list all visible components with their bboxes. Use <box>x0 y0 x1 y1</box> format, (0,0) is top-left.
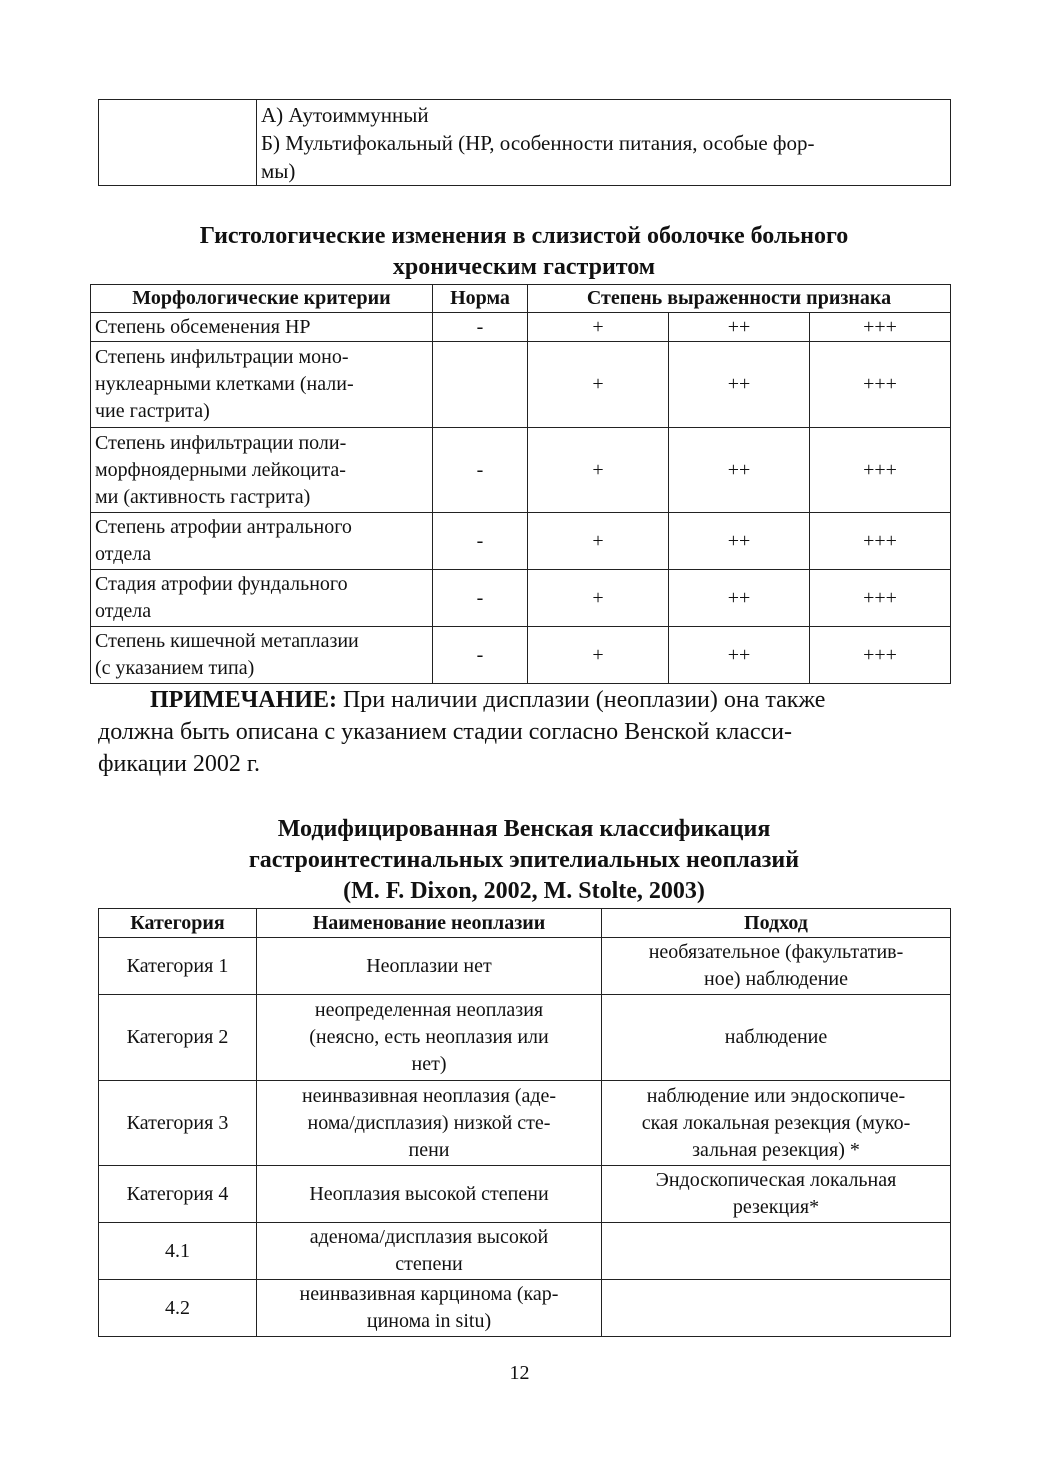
name-line: степени <box>395 1253 463 1275</box>
approach-cell <box>602 1223 951 1280</box>
approach-cell <box>602 1166 951 1223</box>
degree-2-cell: ++ <box>669 627 810 684</box>
table-row <box>99 1223 951 1280</box>
criteria-cell <box>91 513 433 570</box>
table-row <box>91 313 951 342</box>
criteria-line: Степень инфильтрации моно- <box>95 346 349 368</box>
note-text: При наличии дисплазии (неоплазии) она также <box>336 687 826 713</box>
empty-cell <box>99 100 257 186</box>
norm-cell: - <box>433 313 528 342</box>
name-line: аденома/дисплазия высокой <box>309 1226 549 1248</box>
approach-cell <box>602 1280 951 1337</box>
approach-line: необязательное (факультатив- <box>648 941 904 963</box>
header-criteria: Морфологические критерии <box>91 285 433 313</box>
table-row <box>99 995 951 1081</box>
criteria-line: Степень атрофии антрального <box>95 516 352 538</box>
table-header-row <box>91 285 951 313</box>
name-line: цинома in situ) <box>366 1310 492 1332</box>
category-cell: 4.1 <box>99 1223 257 1280</box>
criteria-cell <box>91 342 433 428</box>
degree-3-cell: +++ <box>810 513 951 570</box>
vienna-title-line1: Модифицированная Венская классификация <box>277 816 771 842</box>
criteria-line: (с указанием типа) <box>95 657 255 679</box>
line-multifocal-cont: мы) <box>261 158 296 183</box>
vienna-title-line2: гастроинтестинальных эпителиальных неоплазий <box>248 847 800 873</box>
name-line: нет) <box>411 1053 447 1075</box>
norm-cell: - <box>433 570 528 627</box>
criteria-cell <box>91 313 433 342</box>
category-cell: Категория 3 <box>99 1081 257 1166</box>
name-cell <box>257 938 602 995</box>
header-category: Категория <box>99 909 257 938</box>
criteria-line: Степень кишечной метаплазии <box>95 630 359 652</box>
norm-cell: - <box>433 627 528 684</box>
table-row <box>91 342 951 428</box>
name-line: пени <box>408 1138 450 1161</box>
degree-1-cell: + <box>528 513 669 570</box>
name-cell <box>257 1280 602 1337</box>
criteria-cell <box>91 428 433 513</box>
category-cell: Категория 4 <box>99 1166 257 1223</box>
table-row <box>99 938 951 995</box>
norm-cell: - <box>433 428 528 513</box>
line-autoimmune: А) Аутоиммунный <box>261 102 429 127</box>
category-cell: Категория 1 <box>99 938 257 995</box>
histology-title <box>98 221 950 283</box>
note-label: ПРИМЕЧАНИЕ: <box>150 687 337 713</box>
name-line: неинвазивная неоплазия (аде- <box>301 1084 557 1107</box>
name-line: Неоплазии нет <box>366 954 492 977</box>
criteria-cell <box>91 627 433 684</box>
histology-title-line2: хроническим гастритом <box>392 254 656 280</box>
degree-3-cell: +++ <box>810 313 951 342</box>
table-row <box>99 1166 951 1223</box>
table-row <box>91 513 951 570</box>
name-cell <box>257 995 602 1081</box>
approach-line: наблюдение или эндоскопиче- <box>646 1084 906 1107</box>
norm-cell: - <box>433 513 528 570</box>
histology-table <box>90 284 951 684</box>
table-row <box>99 1280 951 1337</box>
page-number: 12 <box>509 1362 530 1384</box>
histology-title-line1: Гистологические изменения в слизистой оболочке больного <box>199 223 849 249</box>
approach-line: ская локальная резекция (муко- <box>641 1111 911 1134</box>
degree-1-cell: + <box>528 627 669 684</box>
note-paragraph <box>98 684 950 780</box>
name-cell <box>257 1081 602 1166</box>
approach-line: резекция* <box>732 1196 820 1218</box>
classification-cell <box>257 100 951 186</box>
criteria-cell <box>91 570 433 627</box>
degree-2-cell: ++ <box>669 313 810 342</box>
approach-cell <box>602 995 951 1081</box>
criteria-line: Степень инфильтрации поли- <box>95 431 347 454</box>
name-line: неопределенная неоплазия <box>314 999 544 1021</box>
table-row <box>99 100 951 186</box>
note-line3: фикации 2002 г. <box>98 751 261 777</box>
criteria-line: отдела <box>95 600 152 622</box>
criteria-line: Степень обсеменения НР <box>95 315 311 338</box>
vienna-title-line3: (M. F. Dixon, 2002, M. Stolte, 2003) <box>343 878 705 904</box>
degree-3-cell: +++ <box>810 342 951 428</box>
criteria-line: нуклеарными клетками (нали- <box>95 373 354 395</box>
table-row <box>91 428 951 513</box>
approach-line: Эндоскопическая локальная <box>655 1169 897 1191</box>
degree-2-cell: ++ <box>669 513 810 570</box>
criteria-line: Стадия атрофии фундального <box>95 573 348 595</box>
vienna-table <box>98 908 951 1337</box>
name-cell <box>257 1166 602 1223</box>
top-table <box>98 99 951 186</box>
name-line: Неоплазия высокой степени <box>309 1182 549 1205</box>
degree-2-cell: ++ <box>669 428 810 513</box>
category-cell: 4.2 <box>99 1280 257 1337</box>
degree-3-cell: +++ <box>810 627 951 684</box>
name-line: нома/дисплазия) низкой сте- <box>307 1111 551 1134</box>
degree-3-cell: +++ <box>810 570 951 627</box>
criteria-line: ми (активность гастрита) <box>95 485 311 508</box>
approach-line: зальная резекция) * <box>692 1138 860 1161</box>
header-approach: Подход <box>602 909 951 938</box>
table-row <box>99 1081 951 1166</box>
approach-cell <box>602 1081 951 1166</box>
degree-2-cell: ++ <box>669 570 810 627</box>
vienna-title <box>98 814 950 907</box>
degree-1-cell: + <box>528 313 669 342</box>
name-line: неинвазивная карцинома (кар- <box>299 1283 559 1305</box>
table-row <box>91 570 951 627</box>
approach-cell <box>602 938 951 995</box>
criteria-line: чие гастрита) <box>95 400 210 422</box>
degree-1-cell: + <box>528 342 669 428</box>
approach-line: ное) наблюдение <box>704 968 848 990</box>
header-degree: Степень выраженности признака <box>528 285 951 313</box>
header-name: Наименование неоплазии <box>257 909 602 938</box>
name-cell <box>257 1223 602 1280</box>
norm-cell <box>433 342 528 428</box>
name-line: (неясно, есть неоплазия или <box>309 1026 549 1048</box>
header-norm: Норма <box>433 285 528 313</box>
category-cell: Категория 2 <box>99 995 257 1081</box>
note-line2: должна быть описана с указанием стадии согласно Венской класси- <box>98 719 793 745</box>
degree-1-cell: + <box>528 428 669 513</box>
table-row <box>91 627 951 684</box>
degree-3-cell: +++ <box>810 428 951 513</box>
table-header-row <box>99 909 951 938</box>
degree-2-cell: ++ <box>669 342 810 428</box>
criteria-line: отдела <box>95 543 152 565</box>
criteria-line: морфноядерными лейкоцита- <box>95 458 346 481</box>
note-line1 <box>98 684 950 716</box>
approach-line: наблюдение <box>724 1026 828 1048</box>
degree-1-cell: + <box>528 570 669 627</box>
line-multifocal: Б) Мультифокальный (НР, особенности питания, особые фор- <box>261 130 815 155</box>
